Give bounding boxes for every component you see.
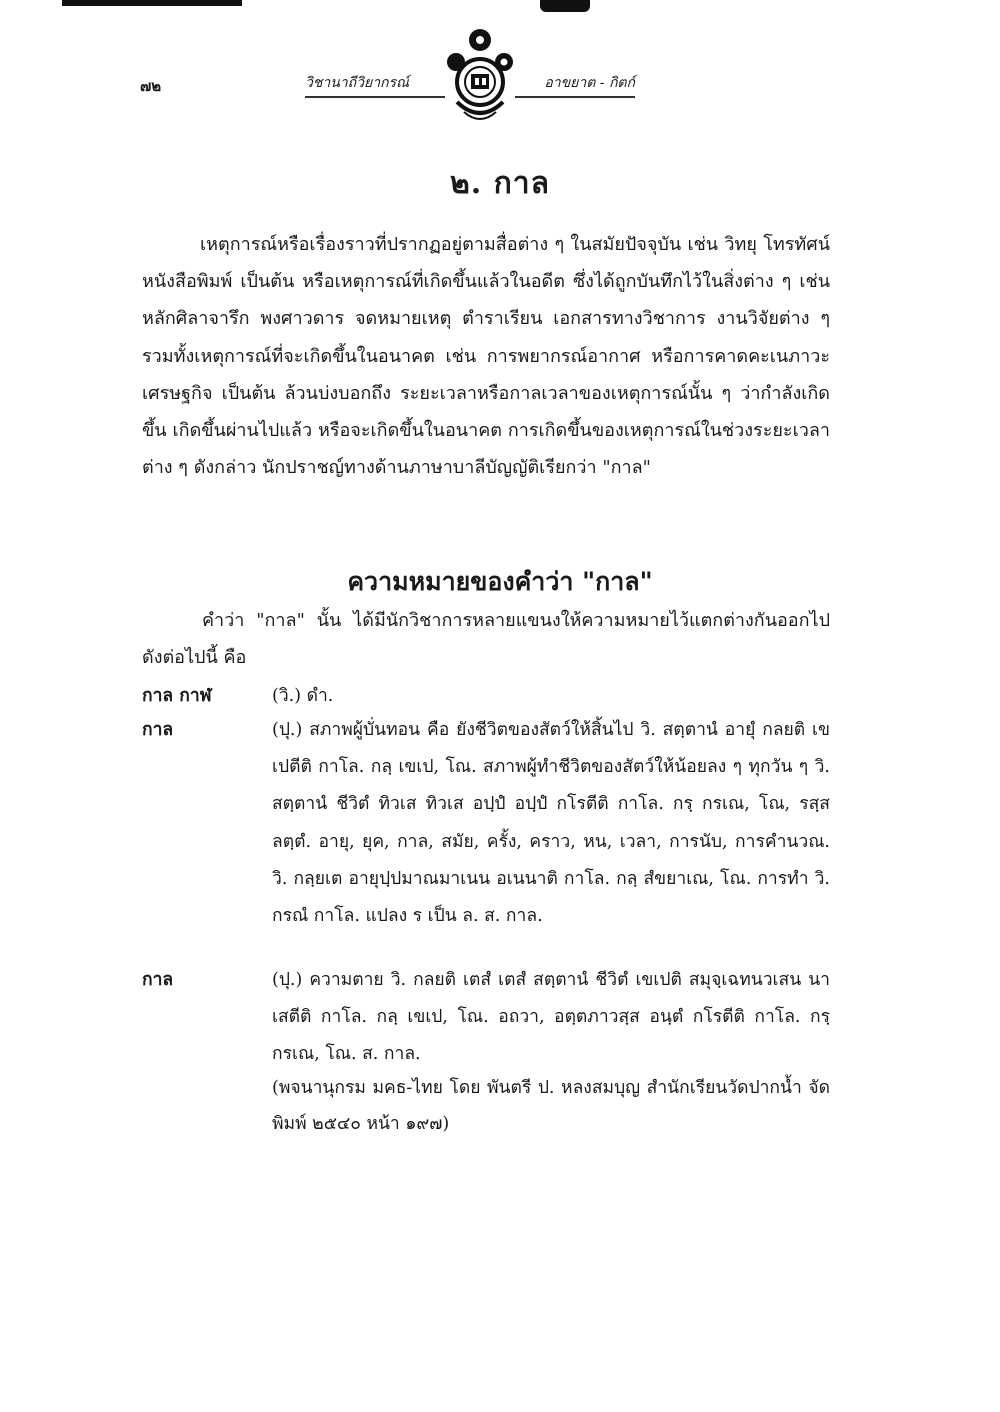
top-scan-mark-left [62,0,242,6]
emblem-icon [440,22,520,132]
book-title: วิชานาถีวิยากรณ์ [305,72,445,98]
chapter-title: ๒. กาล [449,166,551,201]
section-heading: ความหมายของคำว่า "กาล" [347,567,653,596]
section-intro-text: คำว่า "กาล" นั้น ได้มีนักวิชาการหลายแขนงให้ความหมายไว้แตกต่างกันออกไป ดังต่อไปนี้ คือ [142,610,830,668]
section-intro [142,602,830,676]
intro-paragraph-text: เหตุการณ์หรือเรื่องราวที่ปรากฏอยู่ตามสื่อต่าง ๆ ในสมัยปัจจุบัน เช่น วิทยุ โทรทัศน์ หนังสือพิมพ์ เป็นต้น หรือเหตุการณ์ที่เกิดขึ้นแล้วในอดีต ซึ่งได้ถูกบันทึกไว้ในสิ่งต่าง ๆ เช่น หลักศิลาจารึก พงศาวดาร จดหมายเหตุ ตำราเรียน เอกสารทางวิชาการ งานวิจัยต่าง ๆ รวมทั้งเหตุการณ์ที่จะเกิดขึ้นในอนาคต เช่น การพยากรณ์อากาศ หรือการคาดคะเนภาวะเศรษฐกิจ เป็นต้น ล้วนบ่งบอกถึง ระยะเวลาหรือกาลเวลาของเหตุการณ์นั้น ๆ ว่ากำลังเกิดขึ้น เกิดขึ้นผ่านไปแล้ว หรือจะเกิดขึ้นในอนาคต การเกิดขึ้นของเหตุการณ์ในช่วงระยะเวลาต่าง ๆ ดังกล่าว นักปราชญ์ทางด้านภาษาบาลีบัญญัติเรียกว่า "กาล" [142,234,830,479]
page-number: ๗๒ [140,77,162,95]
entry-definition: (ปุ.) สภาพผู้บั่นทอน คือ ยังชีวิตของสัตว์ให้สิ้นไป วิ. สตฺตานํ อายุํ กลยติ เขเปตีติ กาโล. กลฺ เขเป, โณ. สภาพผู้ทำชีวิตของสัตว์ให้น้อยลง ๆ ทุกวัน ๆ วิ. สตฺตานํ ชีวิตํ ทิวเส ทิวเส อปฺปํ อปฺปํ กโรตีติ กาโล. กรฺ กรเณ, โณ, รสฺส ลตฺตํ. อายุ, ยุค, กาล, สมัย, ครั้ง, คราว, หน, เวลา, การนับ, การคำนวณ. วิ. กลฺยเต อายุปฺปมาณมาเนน อเนนาติ กาโล. กลฺ สํขยาเณ, โณ. การทำ วิ. กรณํ กาโล. แปลง ร เป็น ล. ส. กาล. [272,720,830,927]
entry-definition: (วิ.) ดำ. [272,686,334,706]
top-scan-mark-right [540,0,590,12]
entry-term: กาล กาฬ [142,686,212,706]
entry-term: กาล [142,970,174,990]
book-subtitle: อาขยาต - กิตก์ [515,72,635,98]
entry-term: กาล [142,720,174,740]
reference-citation: (พจนานุกรม มคธ-ไทย โดย พันตรี ป. หลงสมบุญ สำนักเรียนวัดปากน้ำ จัดพิมพ์ ๒๕๔๐ หน้า ๑๙๗) [272,1078,830,1134]
running-header [140,62,640,132]
entry-definition: (ปุ.) ความตาย วิ. กลยติ เตสํ เตสํ สตฺตานํ ชีวิตํ เขเปติ สมุจฺเฉทนวเสน นาเสตีติ กาโล. กลฺ เขเป, โณ. อถวา, อตฺตภาวสฺส อนฺตํ กโรตีติ กาโล. กรฺ กรเณ, โณ. ส. กาล. [272,970,830,1065]
intro-paragraph [142,226,830,486]
